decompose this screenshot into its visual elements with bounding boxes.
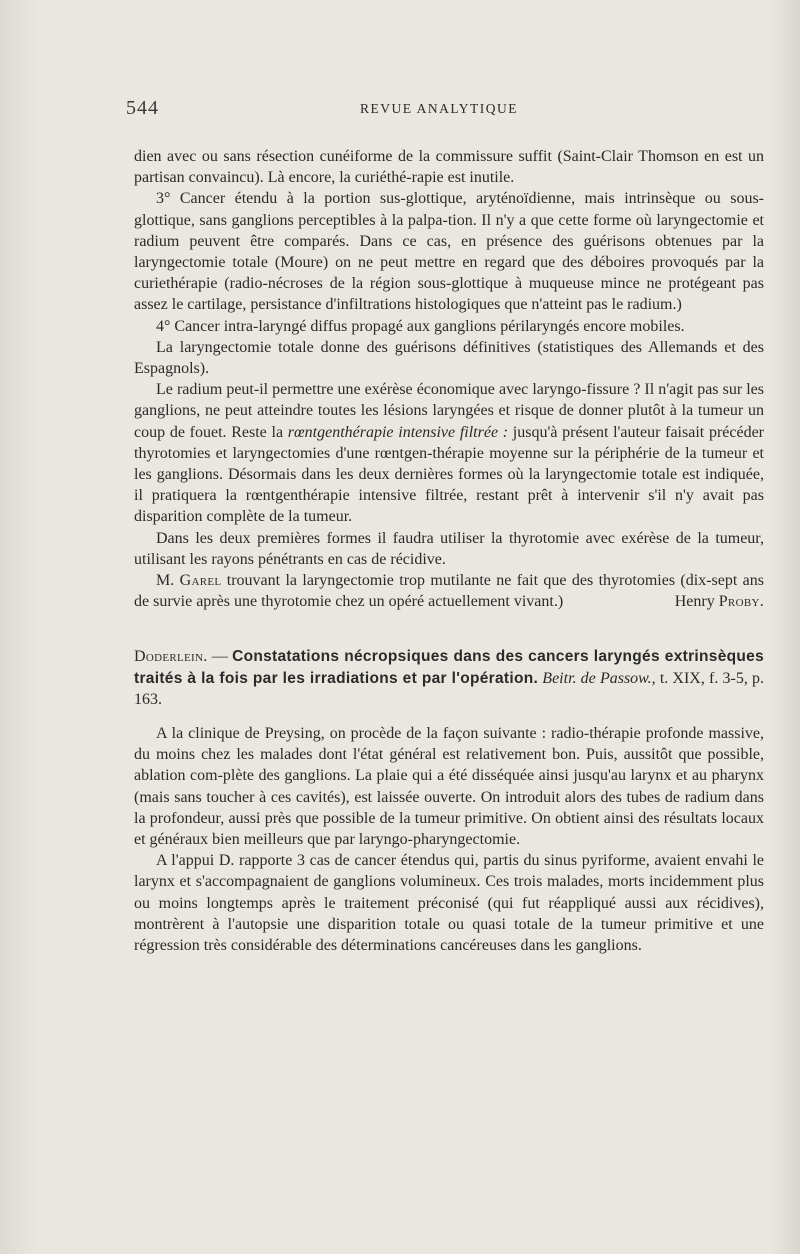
emphasis-roentgentherapy: rœntgenthérapie intensive filtrée : <box>287 423 509 441</box>
paragraph-radium <box>134 379 764 527</box>
page-number: 544 <box>126 97 159 119</box>
article-body <box>134 146 764 956</box>
page-header <box>126 97 766 123</box>
paragraph-radium-text-b: jusqu'à présent l'auteur faisait précéder thyrotomies et laryngectomies d'une rœntgen-thérapie moyenne sur la périphérie de la tumeur et les ganglions. Désormais dans les deux dernières formes où la laryngectomie totale est indiquée, il pratiquera la rœntgenthérapie intensive filtrée, restant prêt à intervenir s'il n'y avait pas disparition complète de la tumeur. <box>134 423 765 526</box>
reference-details: , t. XIX, f. 3-5, p. 163. <box>134 669 764 709</box>
signature <box>653 591 764 612</box>
author-name-garel: Garel <box>179 572 222 590</box>
article-title: Constatations nécropsiques dans des cancers laryngés extrinsèques traités à la fois par les irradiations et par l'opération. <box>134 648 764 687</box>
signature-last-name: Proby. <box>718 593 764 611</box>
signature-first-name: Henry <box>674 593 719 611</box>
paragraph-clinic: A la clinique de Preysing, on procède de la façon suivante : radio-thérapie profonde massive, du moins chez les malades dont l'état général est relativement bon. Puis, aussitôt que possible, ablation com-plète des ganglions. La plaie qui a été disséquée ainsi jusqu'au larynx et au pharynx (mais sans toucher à ces cavités), est laissée ouverte. On introduit alors des tubes de radium dans la profondeur, aussi près que possible de la tumeur primitive. On obtient ainsi des résultats locaux et généraux bien meilleurs que par laryngo-pharyngectomie. <box>134 724 764 848</box>
running-head: REVUE ANALYTIQUE <box>360 101 519 116</box>
article-author: Doderlein. <box>134 648 208 666</box>
paragraph-first-forms: Dans les deux premières formes il faudra utiliser la thyrotomie avec exérèse de la tumeur, utilisant les rayons pénétrants en cas de récidive. <box>134 529 764 568</box>
paragraph-garel <box>134 570 764 612</box>
garel-prefix: M. <box>156 572 180 590</box>
garel-text: trouvant la laryngectomie trop mutilante ne fait que des thyrotomies (dix-sept ans de survie après une thyrotomie chez un opéré actuellement vivant.) <box>134 572 764 611</box>
paragraph-laryngectomy: La laryngectomie totale donne des guérisons définitives (statistiques des Allemands et des Espagnols). <box>134 338 764 378</box>
journal-reference: Beitr. de Passow. <box>542 669 652 687</box>
paragraph-continued: dien avec ou sans résection cunéiforme de la commissure suffit (Saint-Clair Thomson en est un partisan convaincu). Là encore, la curiéthé-rapie est inutile. <box>134 148 764 187</box>
paragraph-form-3: 3° Cancer étendu à la portion sus-glottique, aryténoïdienne, mais intrinsèque ou sous-glottique, sans ganglions perceptibles à la palpa-tion. Il n'y a que cette forme où laryngectomie et radium peuvent être comparés. Dans ce cas, en présence des guérisons obtenues par la laryngectomie totale (Moure) on ne peut mettre en regard que des déboires provoqués par la curiethérapie (radio-nécroses de la région sous-glottique à muqueuse mince ne protégeant pas assez le cartilage, persistance d'infiltrations histologiques que n'atteint pas le radium.) <box>134 190 764 314</box>
heading-dash: — <box>207 648 233 666</box>
article-heading <box>134 646 764 711</box>
paragraph-cases: A l'appui D. rapporte 3 cas de cancer étendus qui, partis du sinus pyriforme, avaient envahi le larynx et s'accompagnaient de ganglions volumineux. Ces trois malades, morts incidemment plus ou moins longtemps après le traitement préconisé (qui fut réappliqué aussi aux récidives), montrèrent à l'autopsie une disparition totale ou quasi totale de la tumeur primitive et une régression très considérable des déterminations cancéreuses dans les ganglions. <box>134 852 764 954</box>
paragraph-form-4: 4° Cancer intra-laryngé diffus propagé aux ganglions périlaryngés encore mobiles. <box>156 317 685 335</box>
paragraph-radium-text-a: Le radium peut-il permettre une exérèse économique avec laryngo-fissure ? Il n'agit pas sur les ganglions, ne peut atteindre toutes les lésions laryngées et risque de donner plutôt à la tumeur un coup de fouet. Reste la <box>134 381 764 441</box>
